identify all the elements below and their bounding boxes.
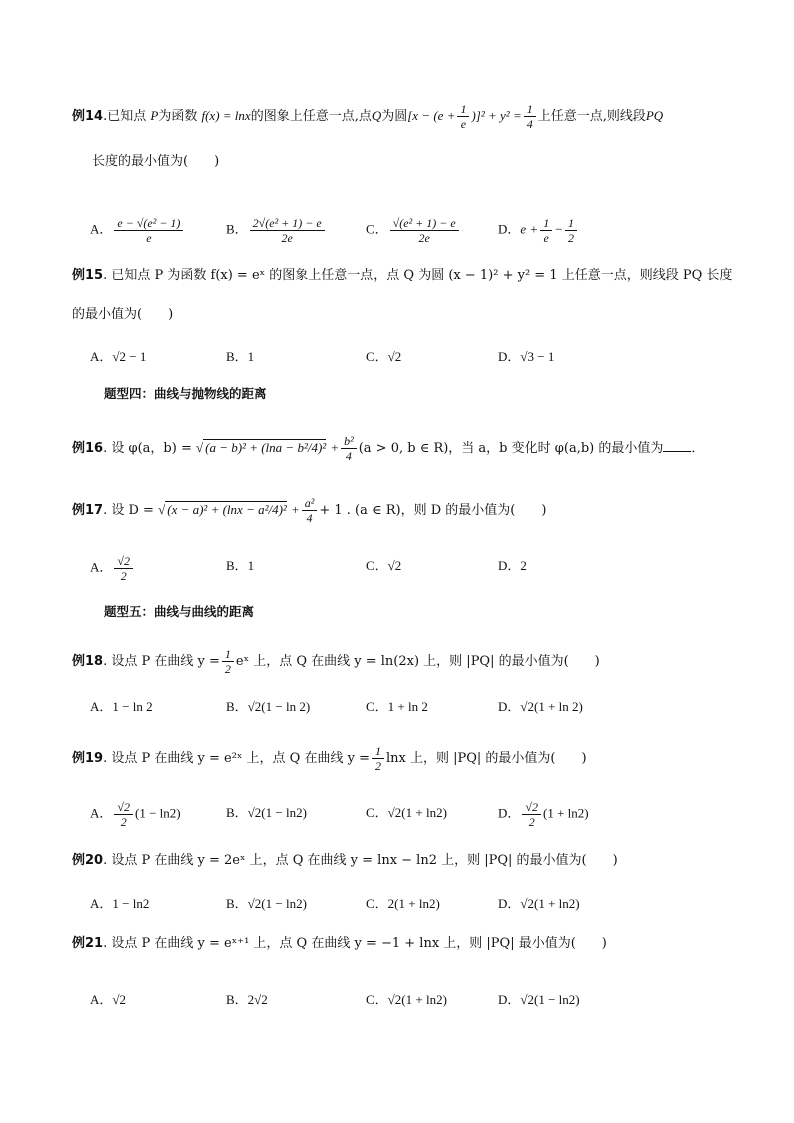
- section-heading-5: 题型五：曲线与曲线的距离: [104, 604, 255, 619]
- example-18-option-d[interactable]: D．√2(1 + ln 2): [498, 699, 583, 714]
- example-14-option-c[interactable]: C． $\frac{\text{√(e² + 1) − e}}{2e}$: [366, 216, 461, 245]
- example-15-option-c[interactable]: C．√2: [366, 349, 402, 364]
- example-15-option-a[interactable]: A．√2 − 1: [90, 349, 147, 364]
- example-16-label: 例16: [72, 441, 104, 456]
- example-14-option-b[interactable]: B． $\frac{\text{2√(e² + 1) − e}}{2e}$: [226, 216, 327, 245]
- example-17-label: 例17: [72, 503, 104, 518]
- example-18-label: 例18: [72, 654, 104, 669]
- example-18-option-c[interactable]: C．1 + ln 2: [366, 699, 428, 714]
- example-14-line-1: 例14.已知点 P为函数 f(x) = lnx的图象上任意一点,点Q为圆[x − (e + $\frac{1}{e}$ )]² + y² = $\frac{1}{4}$ 上任意一点,则线段PQ: [72, 102, 664, 131]
- example-21-line: 例21. 设点 P 在曲线 y = eˣ⁺¹ 上，点 Q 在曲线 y = −1 + lnx 上，则 |PQ| 最小值为( ): [72, 936, 607, 951]
- example-18-option-a[interactable]: A．1 − ln 2: [90, 699, 153, 714]
- example-14-option-d[interactable]: D．e + $\frac{1}{e}$ − $\frac{1}{2}$: [498, 216, 579, 245]
- example-19-option-c[interactable]: C．√2(1 + ln2): [366, 805, 447, 820]
- example-17-option-d[interactable]: D．2: [498, 558, 527, 573]
- example-19-option-d[interactable]: D． $\frac{√2}{2}$ (1 + ln2): [498, 800, 589, 829]
- example-20-line: 例20. 设点 P 在曲线 y = 2eˣ 上，点 Q 在曲线 y = lnx − ln2 上，则 |PQ| 的最小值为( ): [72, 853, 618, 868]
- example-17-option-b[interactable]: B．1: [226, 558, 255, 573]
- example-20-option-a[interactable]: A．1 − ln2: [90, 896, 150, 911]
- example-14-line-2: 长度的最小值为( ): [92, 154, 220, 169]
- example-19-line: 例19. 设点 P 在曲线 y = e²ˣ 上，点 Q 在曲线 y = $\frac{1}{2}$ lnx 上，则 |PQ| 的最小值为( ): [72, 744, 587, 773]
- function-expression: f(x) = lnx: [201, 108, 251, 123]
- example-21-label: 例21: [72, 936, 104, 951]
- example-15-label: 例15: [72, 268, 104, 283]
- example-17-option-a[interactable]: A． $\frac{√2}{2}$: [90, 554, 135, 583]
- example-18-option-b[interactable]: B．√2(1 − ln 2): [226, 699, 311, 714]
- example-15-line-1: 例15. 已知点 P 为函数 f(x) = eˣ 的图象上任意一点，点 Q 为圆 (x − 1)² + y² = 1 上任意一点，则线段 PQ 长度: [72, 268, 733, 283]
- fraction: $\frac{1}{4}$: [524, 102, 536, 131]
- example-17-option-c[interactable]: C．√2: [366, 558, 402, 573]
- example-21-option-d[interactable]: D．√2(1 − ln2): [498, 992, 580, 1007]
- example-21-option-a[interactable]: A．√2: [90, 992, 127, 1007]
- example-19-option-b[interactable]: B．√2(1 − ln2): [226, 805, 307, 820]
- example-15-option-d[interactable]: D．√3 − 1: [498, 349, 555, 364]
- example-19-option-a[interactable]: A． $\frac{√2}{2}$ (1 − ln2): [90, 800, 181, 829]
- example-20-option-d[interactable]: D．√2(1 + ln2): [498, 896, 580, 911]
- section-heading-4: 题型四：曲线与抛物线的距离: [104, 386, 267, 401]
- example-15-line-2: 的最小值为( ): [72, 307, 174, 322]
- example-15-option-b[interactable]: B．1: [226, 349, 255, 364]
- example-14-option-a[interactable]: A． $\frac{\text{e − √(e² − 1)}}{e}$: [90, 216, 185, 245]
- example-18-line: 例18. 设点 P 在曲线 y = $\frac{1}{2}$ eˣ 上，点 Q 在曲线 y = ln(2x) 上，则 |PQ| 的最小值为( ): [72, 647, 600, 676]
- fraction: $\frac{1}{e}$: [457, 102, 469, 131]
- answer-blank[interactable]: [663, 437, 691, 452]
- radical-sign: √: [158, 502, 166, 517]
- example-16-line: 例16. 设 φ(a，b) = √ (a − b)² + (lna − b²/4)² + $\frac{\text{b²}}{4}$ (a > 0, b ∈ R)，当 a，b 变化时 φ(a,b) 的最小值为 ．: [72, 434, 705, 463]
- example-21-option-c[interactable]: C．√2(1 + ln2): [366, 992, 447, 1007]
- example-21-option-b[interactable]: B．2√2: [226, 992, 268, 1007]
- example-14-label: 例14: [72, 109, 104, 124]
- example-20-option-c[interactable]: C．2(1 + ln2): [366, 896, 440, 911]
- example-20-label: 例20: [72, 853, 104, 868]
- radical-sign: √: [195, 440, 204, 455]
- example-17-line: 例17. 设 D = √ (x − a)² + (lnx − a²/4)² + $\frac{\text{a²}}{4}$ + 1 . (a ∈ R)，则 D 的最小值为( ): [72, 496, 547, 525]
- example-20-option-b[interactable]: B．√2(1 − ln2): [226, 896, 307, 911]
- example-19-label: 例19: [72, 751, 104, 766]
